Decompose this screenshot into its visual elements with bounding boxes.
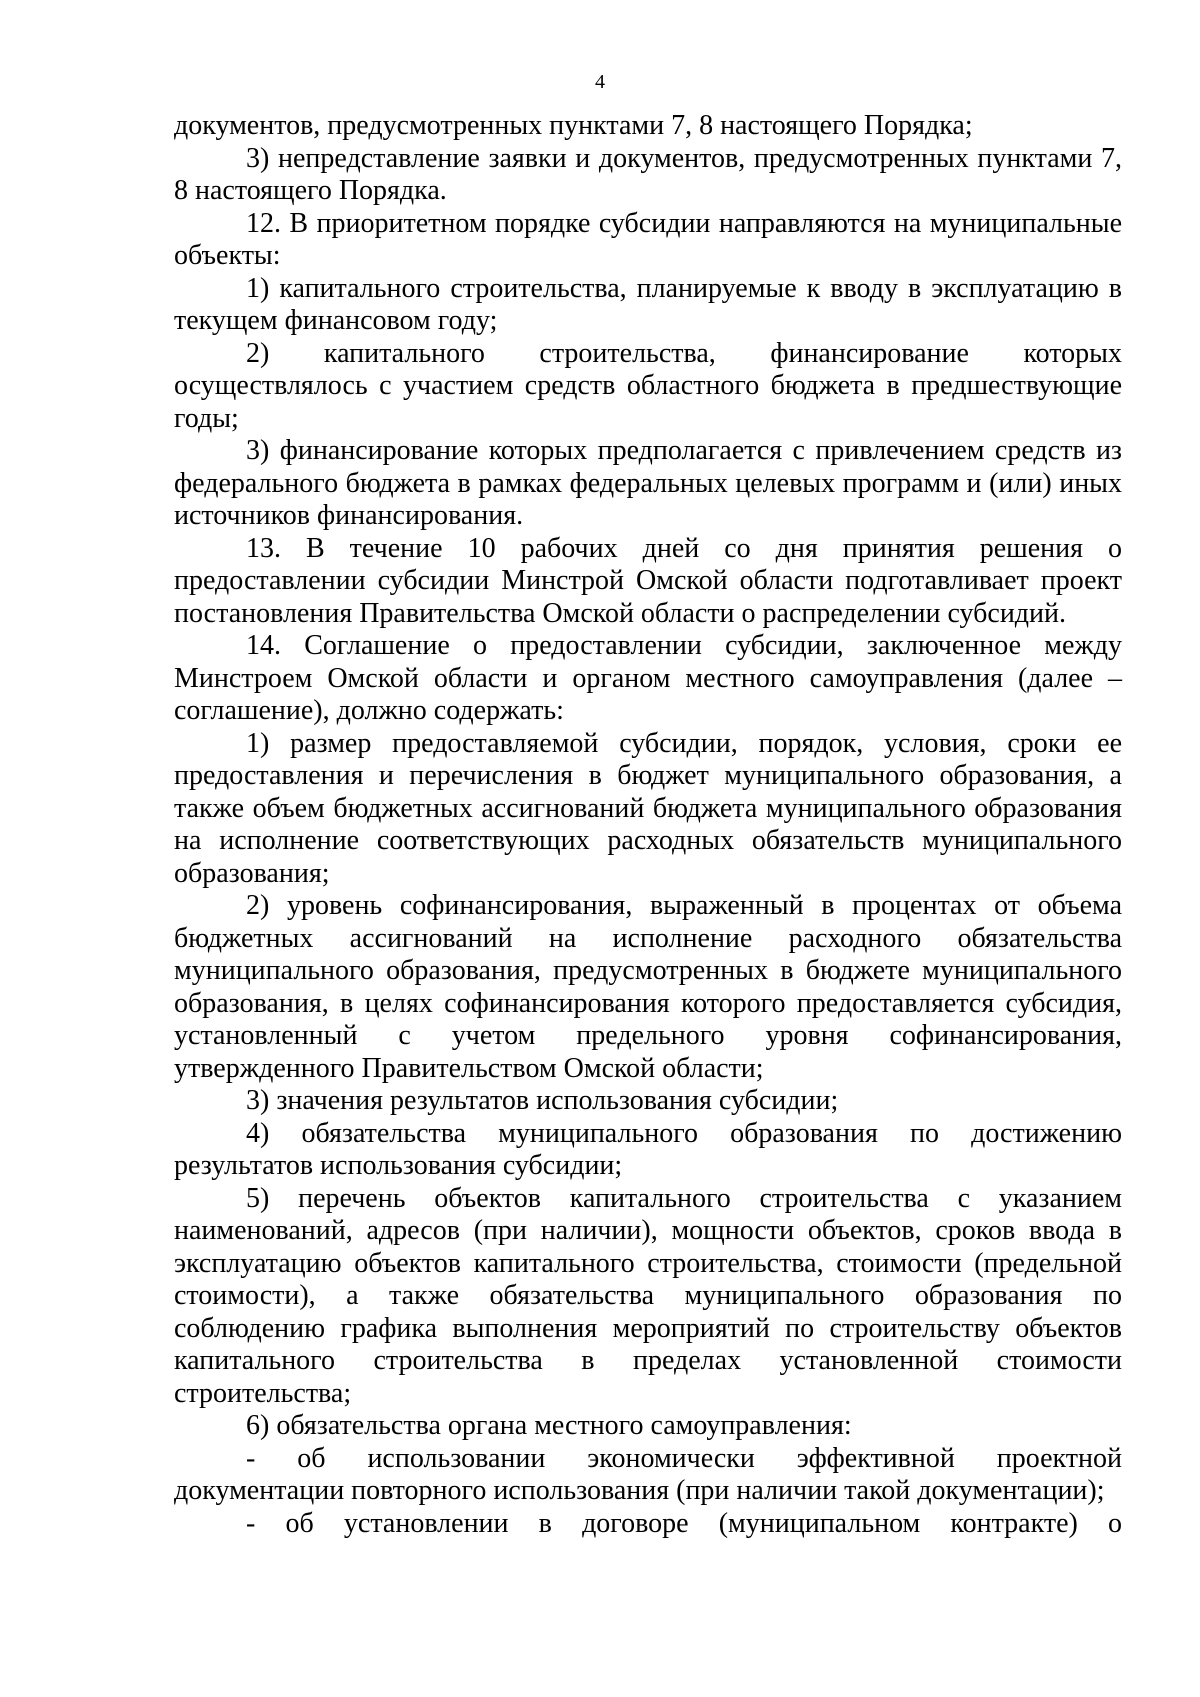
paragraph-14-item-6-dash-1: - об использовании экономически эффективной проектной документации повторного использования (при наличии такой документации); [174,1442,1122,1506]
paragraph-14-item-3: 3) значения результатов использования субсидии; [246,1085,839,1116]
paragraph-14-item-4: 4) обязательства муниципального образования по достижению результатов использования субсидии; [174,1117,1122,1181]
page-number: 4 [595,71,605,93]
paragraph-continuation: документов, предусмотренных пунктами 7, 8 настоящего Порядка; [174,110,973,141]
paragraph-13: 13. В течение 10 рабочих дней со дня принятия решения о предоставлении субсидии Минстрой Омской области подготавливает проект постановления Правительства Омской области о распределении субсидий. [174,532,1122,629]
paragraph-12-item-3: 3) финансирование которых предполагается с привлечением средств из федерального бюджета в рамках федеральных целевых программ и (или) иных источников финансирования. [174,435,1122,531]
paragraph-14-item-6: 6) обязательства органа местного самоуправления: [246,1410,852,1441]
paragraph-14: 14. Соглашение о предоставлении субсидии, заключенное между Минстроем Омской области и органом местного самоуправления (далее – соглашение), должно содержать: [174,630,1122,726]
document-body [174,110,1122,1540]
paragraph-14-item-2: 2) уровень софинансирования, выраженный в процентах от объема бюджетных ассигнований на исполнение расходного обязательства муниципального образования, предусмотренных в бюджете муниципального образования, в целях софинансирования которого предоставляется субсидия, установленный с учетом предельного уровня софинансирования, утвержденного Правительством Омской области; [174,890,1122,1084]
paragraph-12-item-1: 1) капитального строительства, планируемые к вводу в эксплуатацию в текущем финансовом году; [174,272,1122,336]
paragraph-14-item-5: 5) перечень объектов капитального строительства с указанием наименований, адресов (при наличии), мощности объектов, сроков ввода в эксплуатацию объектов капитального строительства, стоимости (предельной стоимости), а также обязательства муниципального образования по соблюдению графика выполнения мероприятий по строительству объектов капитального строительства в пределах установленной стоимости строительства; [174,1182,1122,1409]
paragraph-12-item-2: 2) капитального строительства, финансирование которых осуществлялось с участием средств областного бюджета в предшествующие годы; [174,337,1122,434]
paragraph-14-item-6-dash-2: - об установлении в договоре (муниципальном контракте) о [246,1507,1122,1539]
paragraph-12: 12. В приоритетном порядке субсидии направляются на муниципальные объекты: [174,207,1122,271]
paragraph-14-item-1: 1) размер предоставляемой субсидии, порядок, условия, сроки ее предоставления и перечисления в бюджет муниципального образования, а также объем бюджетных ассигнований бюджета муниципального образования на исполнение соответствующих расходных обязательств муниципального образования; [174,727,1122,889]
paragraph-item-3-nonsubmission: 3) непредставление заявки и документов, предусмотренных пунктами 7, 8 настоящего Порядка. [174,142,1122,206]
